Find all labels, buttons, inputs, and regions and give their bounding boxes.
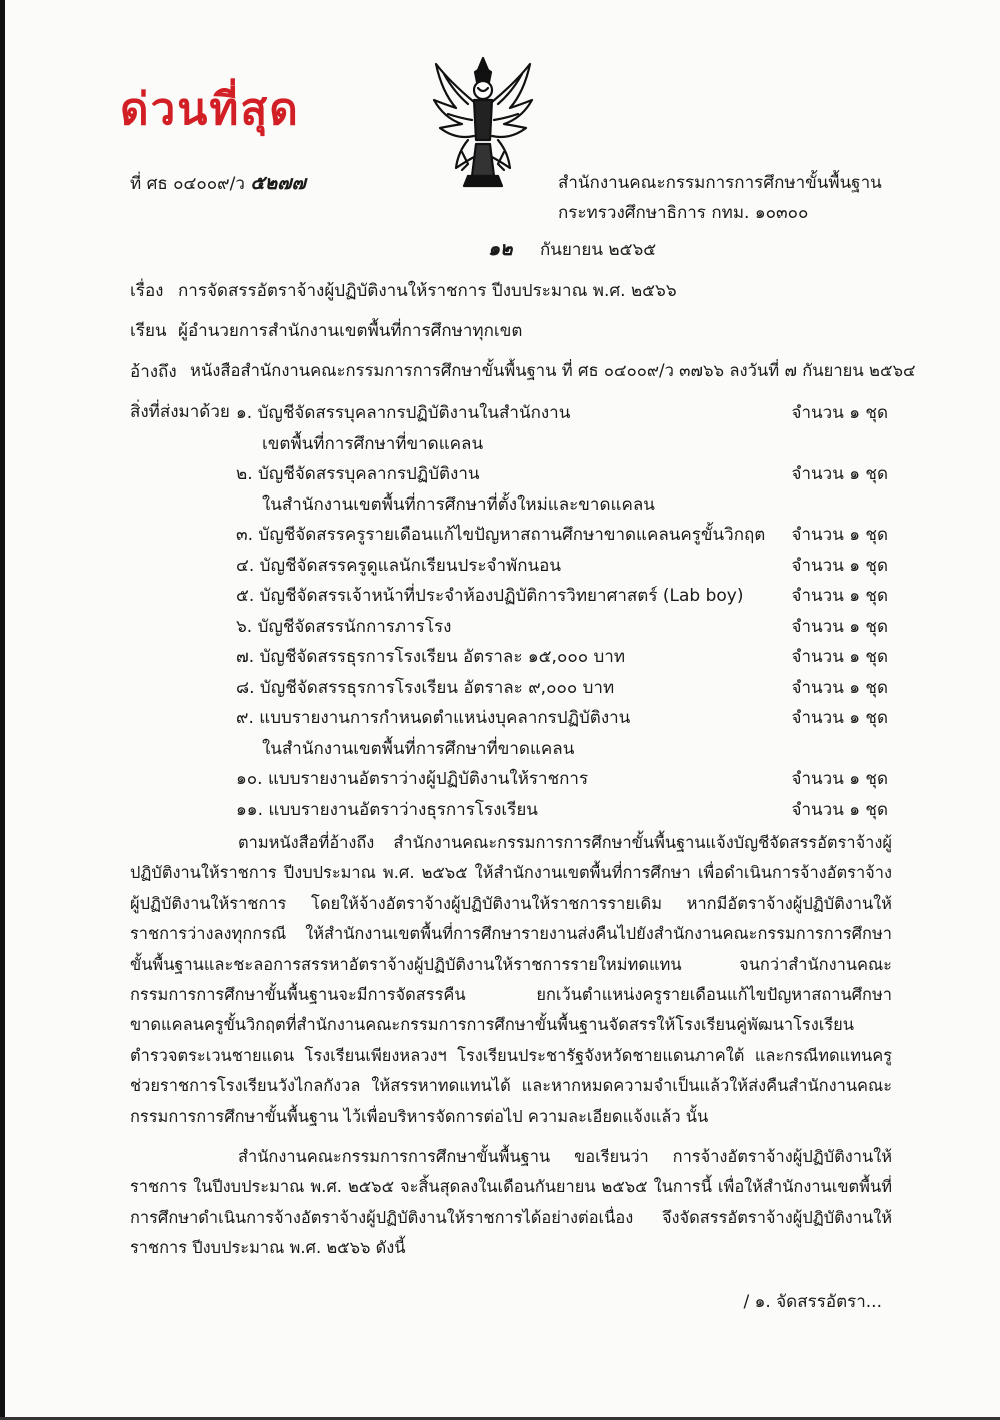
scan-edge-left <box>0 0 5 1420</box>
enclosure-title: ๗. บัญชีจัดสรรธุรการโรงเรียน อัตราละ ๑๕,๐๐๐ บาท <box>236 647 626 667</box>
enclosure-item-11 <box>236 795 896 826</box>
enclosure-title: ๑๐. แบบรายงานอัตราว่างผู้ปฏิบัติงานให้ราชการ <box>236 769 589 789</box>
body-paragraph-2: สำนักงานคณะกรรมการการศึกษาขั้นพื้นฐาน ขอเรียนว่า การจ้างอัตราจ้างผู้ปฏิบัติงานให้ราชการ ในปีงบประมาณ พ.ศ. ๒๕๖๕ จะสิ้นสุดลงในเดือนกันยายน ๒๕๖๕ ในการนี้ เพื่อให้สำนักงานเขตพื้นที่การศึกษาดำเนินการจ้างอัตราจ้างผู้ปฏิบัติงานให้ราชการได้อย่างต่อเนื่อง จึงจัดสรรอัตราจ้างผู้ปฏิบัติงานให้ราชการ ปีงบประมาณ พ.ศ. ๒๕๖๖ ดังนี้ <box>130 1147 892 1258</box>
enclosure-title-continued: ในสำนักงานเขตพื้นที่การศึกษาที่ตั้งใหม่และขาดแคลน <box>262 494 655 515</box>
enclosure-quantity: จำนวน ๑ ชุด <box>791 677 888 698</box>
enclosure-title-continued: เขตพื้นที่การศึกษาที่ขาดแคลน <box>262 433 484 454</box>
continuation-note: / ๑. จัดสรรอัตรา... <box>743 1292 882 1312</box>
enclosure-item-2 <box>236 459 896 520</box>
enclosure-quantity: จำนวน ๑ ชุด <box>791 403 888 423</box>
enclosure-quantity: จำนวน ๑ ชุด <box>791 647 888 667</box>
issuer-office: สำนักงานคณะกรรมการการศึกษาขั้นพื้นฐาน <box>558 173 882 193</box>
enclosure-item-6 <box>236 612 896 643</box>
enclosure-quantity: จำนวน ๑ ชุด <box>791 586 888 606</box>
enclosure-title: ๑๑. แบบรายงานอัตราว่างธุรการโรงเรียน <box>236 799 538 820</box>
enclosure-list <box>236 398 896 825</box>
enclosure-quantity: จำนวน ๑ ชุด <box>791 708 888 728</box>
enclosure-item-9 <box>236 703 896 764</box>
date-day: ๑๒ <box>488 238 513 260</box>
recipient-label: เรียน <box>130 321 167 341</box>
garuda-emblem-icon <box>428 52 538 192</box>
reference-text: หนังสือสำนักงานคณะกรรมการการศึกษาขั้นพื้นฐาน ที่ ศธ ๐๔๐๐๙/ว ๓๗๖๖ ลงวันที่ ๗ กันยายน ๒๕๖๔ <box>190 361 916 380</box>
subject-text: การจัดสรรอัตราจ้างผู้ปฏิบัติงานให้ราชการ ปีงบประมาณ พ.ศ. ๒๕๖๖ <box>178 281 677 301</box>
subject-label: เรื่อง <box>130 281 164 301</box>
document-number-prefix: ที่ ศธ ๐๔๐๐๙/ว <box>130 174 245 194</box>
enclosure-title: ๙. แบบรายงานการกำหนดตำแหน่งบุคลากรปฏิบัติงาน <box>236 708 631 728</box>
enclosure-quantity: จำนวน ๑ ชุด <box>791 769 888 789</box>
urgency-stamp: ด่วนที่สุด <box>120 84 300 135</box>
issuer-address: กระทรวงศึกษาธิการ กทม. ๑๐๓๐๐ <box>558 203 809 223</box>
issuer-block <box>558 168 882 228</box>
date-month-year: กันยายน ๒๕๖๕ <box>540 240 657 260</box>
reference-label: อ้างถึง <box>130 362 177 382</box>
enclosure-title: ๘. บัญชีจัดสรรธุรการโรงเรียน อัตราละ ๙,๐๐๐ บาท <box>236 677 615 698</box>
enclosure-item-1 <box>236 398 896 459</box>
enclosure-quantity: จำนวน ๑ ชุด <box>791 799 888 820</box>
enclosure-title: ๕. บัญชีจัดสรรเจ้าหน้าที่ประจำห้องปฏิบัติการวิทยาศาสตร์ (Lab boy) <box>236 586 744 606</box>
enclosure-item-7 <box>236 642 896 673</box>
body-paragraph-1: ตามหนังสือที่อ้างถึง สำนักงานคณะกรรมการการศึกษาขั้นพื้นฐานแจ้งบัญชีจัดสรรอัตราจ้างผู้ปฏิบัติงานให้ราชการ ปีงบประมาณ พ.ศ. ๒๕๖๕ ให้สำนักงานเขตพื้นที่การศึกษา เพื่อดำเนินการจ้างอัตราจ้างผู้ปฏิบัติงานให้ราชการ โดยให้จ้างอัตราจ้างผู้ปฏิบัติงานให้ราชการรายเดิม หากมีอัตราจ้างผู้ปฏิบัติงานให้ราชการว่างลงทุกกรณี ให้สำนักงานเขตพื้นที่การศึกษารายงานส่งคืนไปยังสำนักงานคณะกรรมการการศึกษาขั้นพื้นฐานและชะลอการสรรหาอัตราจ้างผู้ปฏิบัติงานให้ราชการรายใหม่ทดแทน จนกว่าสำนักงานคณะกรรมการการศึกษาขั้นพื้นฐานจะมีการจัดสรรคืน ยกเว้นตำแหน่งครูรายเดือนแก้ไขปัญหาสถานศึกษาขาดแคลนครูขั้นวิกฤตที่สำนักงานคณะกรรมการการศึกษาขั้นพื้นฐานจัดสรรให้โรงเรียนคู่พัฒนาโรงเรียนตำรวจตระเวนชายแดน โรงเรียนเพียงหลวงฯ โรงเรียนประชารัฐจังหวัดชายแดนภาคใต้ และกรณีทดแทนครูช่วยราชการโรงเรียนวังไกลกังวล ให้สรรหาทดแทนได้ และหากหมดความจำเป็นแล้วให้ส่งคืนสำนักงานคณะกรรมการการศึกษาขั้นพื้นฐาน ไว้เพื่อบริหารจัดการต่อไป ความละเอียดแจ้งแล้ว นั้น <box>130 833 892 1126</box>
enclosures-label: สิ่งที่ส่งมาด้วย <box>130 402 230 422</box>
document-number-value: ๕๒๗๗ <box>250 172 306 194</box>
enclosure-item-8 <box>236 673 896 704</box>
enclosure-item-5 <box>236 581 896 612</box>
recipient-text: ผู้อำนวยการสำนักงานเขตพื้นที่การศึกษาทุกเขต <box>178 321 523 341</box>
enclosure-title: ๔. บัญชีจัดสรรครูดูแลนักเรียนประจำพักนอน <box>236 555 561 576</box>
enclosure-item-10 <box>236 764 896 795</box>
enclosure-title: ๖. บัญชีจัดสรรนักการภารโรง <box>236 616 452 637</box>
document-number <box>130 168 306 198</box>
enclosure-title: ๒. บัญชีจัดสรรบุคลากรปฏิบัติงาน <box>236 464 480 484</box>
document-date <box>488 234 656 264</box>
enclosure-quantity: จำนวน ๑ ชุด <box>791 525 888 545</box>
enclosure-title-continued: ในสำนักงานเขตพื้นที่การศึกษาที่ขาดแคลน <box>262 738 575 759</box>
enclosure-title: ๑. บัญชีจัดสรรบุคลากรปฏิบัติงานในสำนักงาน <box>236 403 571 423</box>
enclosure-item-3 <box>236 520 896 551</box>
enclosure-title: ๓. บัญชีจัดสรรครูรายเดือนแก้ไขปัญหาสถานศึกษาขาดแคลนครูขั้นวิกฤต <box>236 525 766 545</box>
enclosure-quantity: จำนวน ๑ ชุด <box>791 464 888 484</box>
enclosure-quantity: จำนวน ๑ ชุด <box>791 616 888 637</box>
enclosure-quantity: จำนวน ๑ ชุด <box>791 555 888 576</box>
enclosure-item-4 <box>236 551 896 582</box>
